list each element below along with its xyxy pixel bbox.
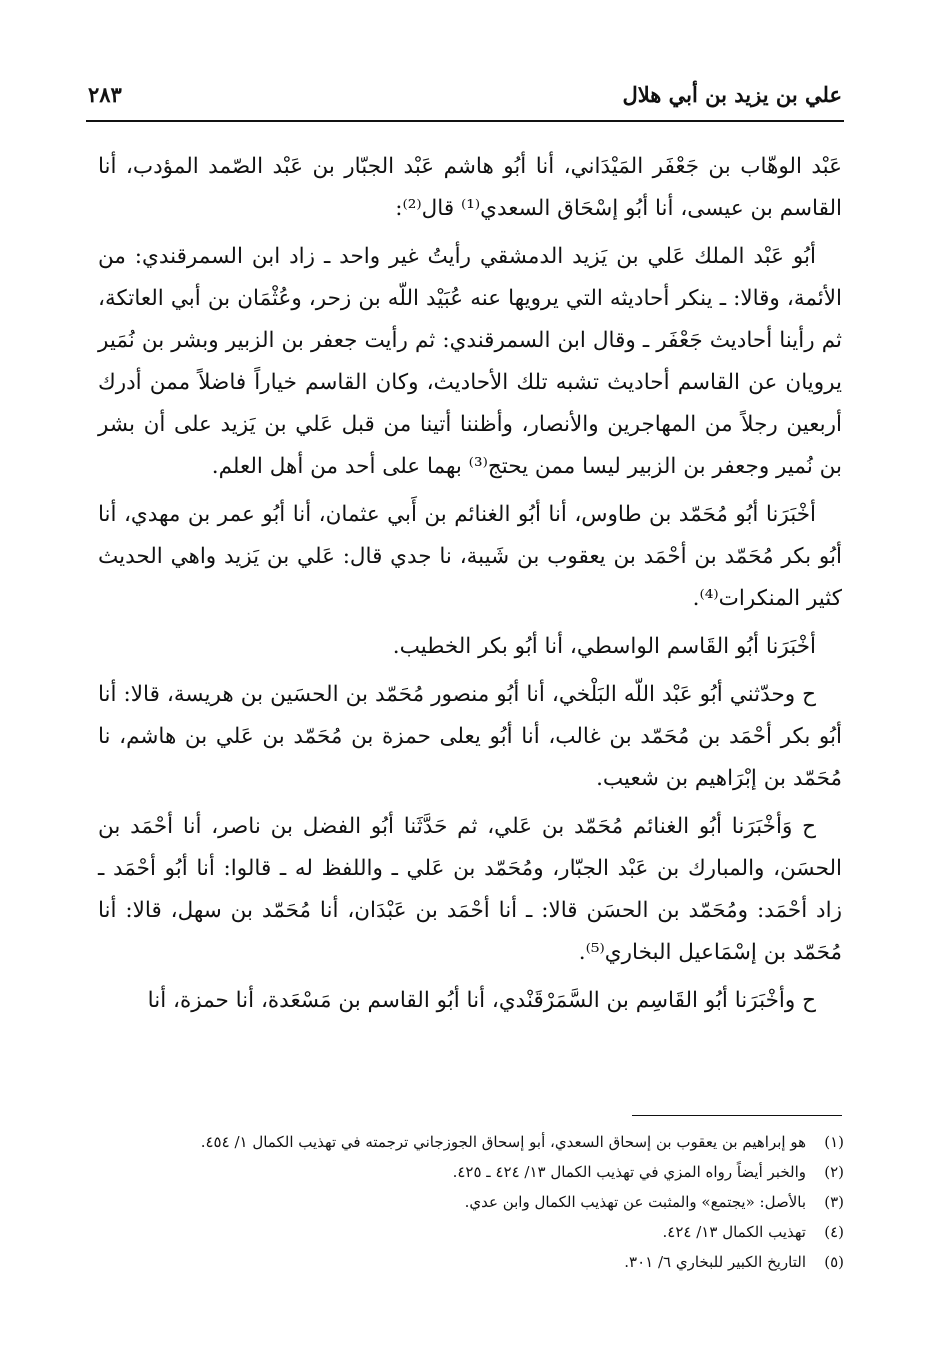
footnote — [98, 1247, 844, 1277]
footnote — [98, 1187, 844, 1217]
footnote-mark: (٣) — [824, 1193, 844, 1211]
footnote — [98, 1127, 844, 1157]
paragraph: عَبْد الوهّاب بن جَعْفَر المَيْدَاني، أنا أبُو هاشم عَبْد الجبّار بن عَبْد الصّمد المؤدب، أنا القاسم بن عيسى، أنا أبُو إسْحَاق السعدي⁽¹⁾ قال⁽²⁾: — [98, 154, 842, 221]
footnote — [98, 1157, 844, 1187]
footnote-mark: (٢) — [824, 1163, 844, 1181]
footnotes — [98, 1127, 844, 1277]
footnote-mark: (٥) — [824, 1253, 844, 1271]
paragraph: ح وَأخْبَرَنا أبُو الغنائم مُحَمّد بن عَلي، ثم حَدَّثَنا أبُو الفضل بن ناصر، أنا أحْمَد بن الحسَن، والمبارك بن عَبْد الجبّار، ومُحَمّد بن عَلي ـ واللفظ له ـ قالوا: أنا أبُو أحْمَد ـ زاد أحْمَد: ومُحَمّد بن الحسَن قالا: ـ أنا أحْمَد بن عَبْدَان، أنا مُحَمّد بن سهل، قالا: أنا مُحَمّد بن إسْمَاعيل البخاري⁽⁵⁾. — [98, 814, 842, 965]
footnote-text: بالأصل: «يجتمع» والمثبت عن تهذيب الكمال وابن عدي. — [464, 1193, 806, 1211]
footnote-rule — [632, 1115, 842, 1116]
footnote-text: التاريخ الكبير للبخاري ٦/ ٣٠١. — [624, 1253, 806, 1271]
paragraph: أبُو عَبْد الملك عَلي بن يَزيد الدمشقي رأيتُ غير واحد ـ زاد ابن السمرقندي: من الأئمة، وقالا: ـ ينكر أحاديثه التي يرويها عنه عُبَيْد اللّه بن زحر، وعُثْمَان بن أبي العاتكة، ثم رأينا أحاديث جَعْفَر ـ وقال ابن السمرقندي: ثم رأيت جعفر بن الزبير وبشر بن نُمَير يرويان عن القاسم أحاديث تشبه تلك الأحاديث، وكان القاسم خياراً فاضلاً ممن أدرك أربعين رجلاً من المهاجرين والأنصار، وأظننا أتينا من قبل عَلي بن يَزيد على أن بشر بن نُمير وجعفر بن الزبير ليسا ممن يحتج⁽³⁾ بهما على أحد من أهل العلم. — [98, 244, 842, 479]
footnote-mark: (١) — [824, 1133, 844, 1151]
main-text — [98, 146, 842, 1028]
footnote-text: والخبر أيضاً رواه المزي في تهذيب الكمال ١٣/ ٤٢٤ ـ ٤٢٥. — [452, 1163, 806, 1181]
footnote-text: تهذيب الكمال ١٣/ ٤٢٤. — [662, 1223, 806, 1241]
header-rule — [86, 120, 844, 122]
paragraph: أخْبَرَنا أبُو مُحَمّد بن طاوس، أنا أبُو الغنائم بن أَبي عثمان، أنا أبُو عمر بن مهدي، أنا أبُو بكر مُحَمّد بن أحْمَد بن يعقوب بن شَيبة، نا جدي قال: عَلي بن يَزيد واهي الحديث كثير المنكرات⁽⁴⁾. — [98, 502, 842, 611]
page-header — [88, 72, 842, 116]
footnote — [98, 1217, 844, 1247]
paragraph: ح وحدّثني أبُو عَبْد اللّه البَلْخي، أنا أبُو منصور مُحَمّد بن الحسَين بن هريسة، قالا: أنا أبُو بكر أحْمَد بن مُحَمّد بن غالب، أنا أبُو يعلى حمزة بن مُحَمّد بن عَلي بن هاشم، نا مُحَمّد بن إبْرَاهيم بن شعيب. — [98, 682, 842, 791]
paragraph: أخْبَرَنا أبُو القَاسم الواسطي، أنا أبُو بكر الخطيب. — [392, 634, 816, 659]
footnote-text: هو إبراهيم بن يعقوب بن إسحاق السعدي، أبو إسحاق الجوزجاني ترجمته في تهذيب الكمال ١/ ٤٥٤. — [200, 1133, 806, 1151]
page-number: ٢٨٣ — [88, 82, 122, 107]
footnote-mark: (٤) — [824, 1223, 844, 1241]
running-title: علي بن يزيد بن أبي هلال — [622, 82, 842, 107]
paragraph: ح وأخْبَرَنا أبُو القَاسِم بن السَّمَرْقَنْدي، أنا أبُو القاسم بن مَسْعَدة، أنا حمزة، أنا — [147, 988, 816, 1013]
